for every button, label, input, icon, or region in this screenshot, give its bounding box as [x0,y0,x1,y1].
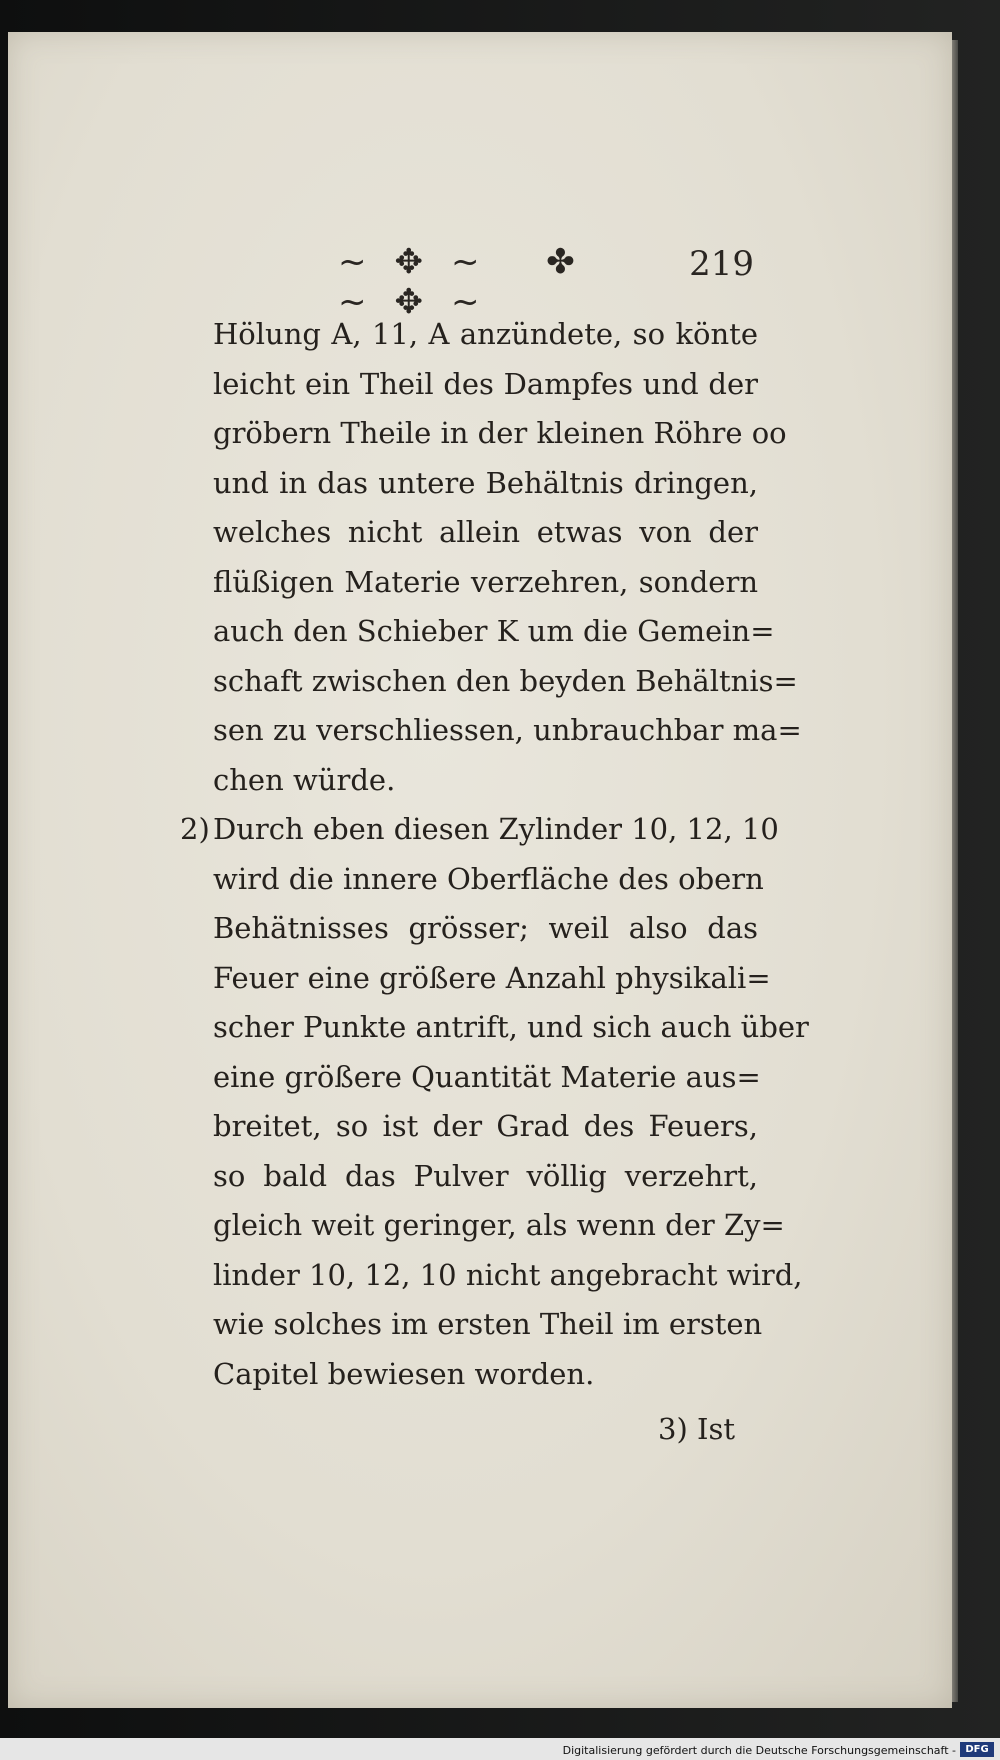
text-line: wird die innere Oberfläche des obern [213,861,764,896]
line-text: Durch eben diesen Zylinder 10, 12, 10 [213,812,779,846]
text-line: gröbern Theile in der kleinen Röhre oo [213,416,787,450]
book-page [8,32,952,1708]
text-line: schaft zwischen den beyden Behältnis= [213,663,798,698]
text-line: auch den Schieber K um die Gemein= [213,614,775,648]
text-line: und in das untere Behältnis dringen, [213,465,758,500]
paragraph-1 [213,310,802,805]
text-line: so bald das Pulver völlig verzehrt, [213,1158,758,1193]
text-line: flüßigen Materie verzehren, sondern [213,564,758,599]
text-line: Behätnisses grösser; weil also das [213,911,758,945]
text-line: Hölung A, 11, A anzündete, so könte [213,317,758,351]
text-line: wie solches im ersten Theil im ersten [213,1307,763,1341]
text-line: welches nicht allein etwas von der [213,515,758,549]
page-number: 219 [689,244,754,284]
catchword: 3) Ist [658,1412,735,1446]
text-line: breitet, so ist der Grad des Feuers, [213,1109,758,1143]
text-block [180,310,809,1399]
text-line: gleich weit geringer, als wenn der Zy= [213,1208,785,1242]
item-number: 2) [180,812,210,846]
text-line: leicht ein Theil des Dampfes und der [213,366,758,401]
page-header [328,242,758,322]
text-line: linder 10, 12, 10 nicht angebracht wird, [213,1257,803,1292]
text-line: scher Punkte antrift, und sich auch über [213,1010,809,1044]
header-ornament: ~✥~ ✤ ~✥~ [338,242,603,322]
text-line: Feuer eine größere Anzahl physikali= [213,960,771,995]
text-line [180,805,779,855]
dfg-logo: DFG [960,1742,994,1757]
text-line: chen würde. [213,762,396,797]
text-line: Capitel bewiesen worden. [213,1356,595,1391]
digitization-credit: Digitalisierung gefördert durch die Deutsche Forschungsgemeinschaft - [562,1744,956,1757]
text-line: sen zu verschliessen, unbrauchbar ma= [213,713,802,747]
text-line: eine größere Quantität Materie aus= [213,1059,761,1094]
footer-bar [0,1738,1000,1760]
paragraph-2 [180,805,809,1399]
